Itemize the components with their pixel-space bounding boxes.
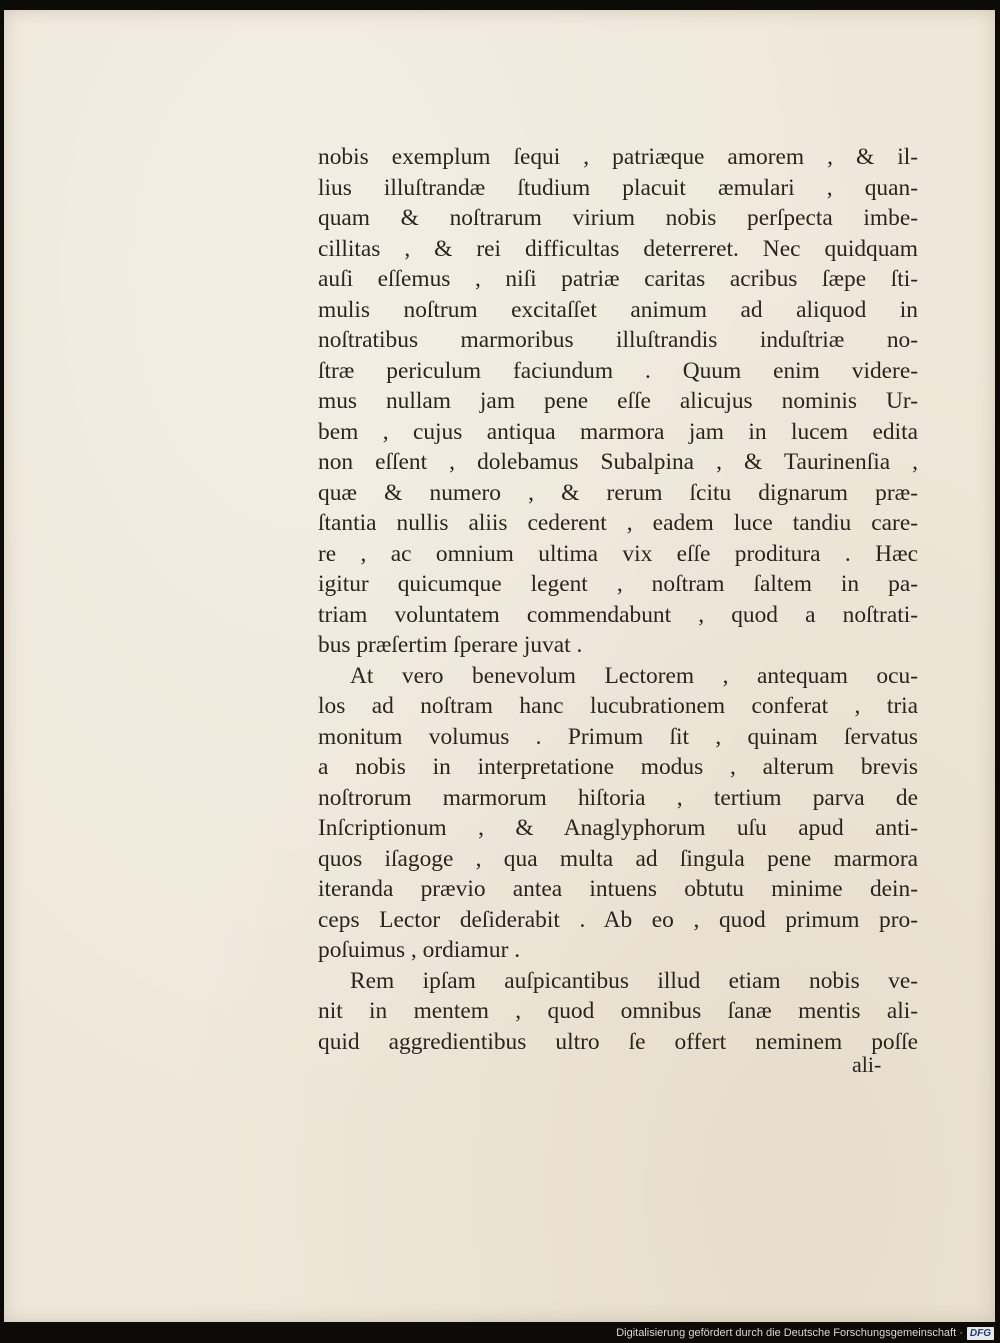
text-line: quæ & numero , & rerum ſcitu dignarum præ- bbox=[318, 479, 918, 506]
text-line: triam voluntatem commendabunt , quod a noſtrati- bbox=[318, 601, 918, 628]
text-line-paragraph-start: At vero benevolum Lectorem , antequam ocu- bbox=[350, 662, 918, 689]
text-line: non eſſent , dolebamus Subalpina , & Taurinenſia , bbox=[318, 449, 918, 475]
text-line: bem , cujus antiqua marmora jam in lucem edita bbox=[318, 418, 918, 445]
text-line: cillitas , & rei difficultas deterreret. Nec quidquam bbox=[318, 235, 918, 262]
catchword: ali- bbox=[852, 1052, 882, 1077]
text-line: quos iſagoge , qua multa ad ſingula pene marmora bbox=[318, 845, 918, 872]
text-line: auſi eſſemus , niſi patriæ caritas acribus ſæpe ſti- bbox=[318, 266, 918, 292]
text-line-paragraph-end: poſuimus , ordiamur . bbox=[318, 937, 521, 963]
text-line: nit in mentem , quod omnibus ſanæ mentis ali- bbox=[318, 998, 918, 1024]
text-line: a nobis in interpretatione modus , alterum brevis bbox=[318, 754, 918, 780]
text-line-paragraph-end: bus præſertim ſperare juvat . bbox=[318, 632, 583, 658]
text-line: los ad noſtram hanc lucubrationem conferat , tria bbox=[318, 693, 918, 719]
text-line: quam & noſtrarum virium nobis perſpecta imbe- bbox=[318, 205, 918, 231]
text-line: ſtræ periculum faciundum . Quum enim videre- bbox=[318, 357, 918, 384]
footer-credit-text: Digitalisierung gefördert durch die Deutsche Forschungsgemeinschaft · bbox=[616, 1327, 963, 1339]
text-line: quid aggredientibus ultro ſe offert neminem poſſe bbox=[318, 1028, 918, 1055]
text-line: nobis exemplum ſequi , patriæque amorem , & il- bbox=[318, 144, 918, 170]
text-line: Inſcriptionum , & Anaglyphorum uſu apud anti- bbox=[318, 815, 918, 841]
text-line: igitur quicumque legent , noſtram ſaltem in pa- bbox=[318, 571, 918, 597]
text-line: re , ac omnium ultima vix eſſe proditura . Hæc bbox=[318, 540, 918, 567]
digitization-footer bbox=[616, 1324, 994, 1342]
text-line: ſtantia nullis aliis cederent , eadem luce tandiu care- bbox=[318, 510, 918, 536]
text-line: mus nullam jam pene eſſe alicujus nominis Ur- bbox=[318, 388, 918, 414]
text-line: iteranda prævio antea intuens obtutu minime dein- bbox=[318, 876, 918, 902]
text-line-paragraph-start: Rem ipſam auſpicantibus illud etiam nobis ve- bbox=[350, 967, 918, 994]
text-line: noſtrorum marmorum hiſtoria , tertium parva de bbox=[318, 784, 918, 811]
body-text bbox=[318, 142, 918, 1057]
text-line: ceps Lector deſiderabit . Ab eo , quod primum pro- bbox=[318, 906, 918, 933]
text-line: noſtratibus marmoribus illuſtrandis induſtriæ no- bbox=[318, 327, 918, 353]
text-line: mulis noſtrum excitaſſet animum ad aliquod in bbox=[318, 296, 918, 323]
text-line: monitum volumus . Primum ſit , quinam ſervatus bbox=[318, 723, 918, 750]
dfg-logo: DFG bbox=[967, 1327, 994, 1340]
text-line: lius illuſtrandæ ſtudium placuit æmulari , quan- bbox=[318, 174, 918, 201]
